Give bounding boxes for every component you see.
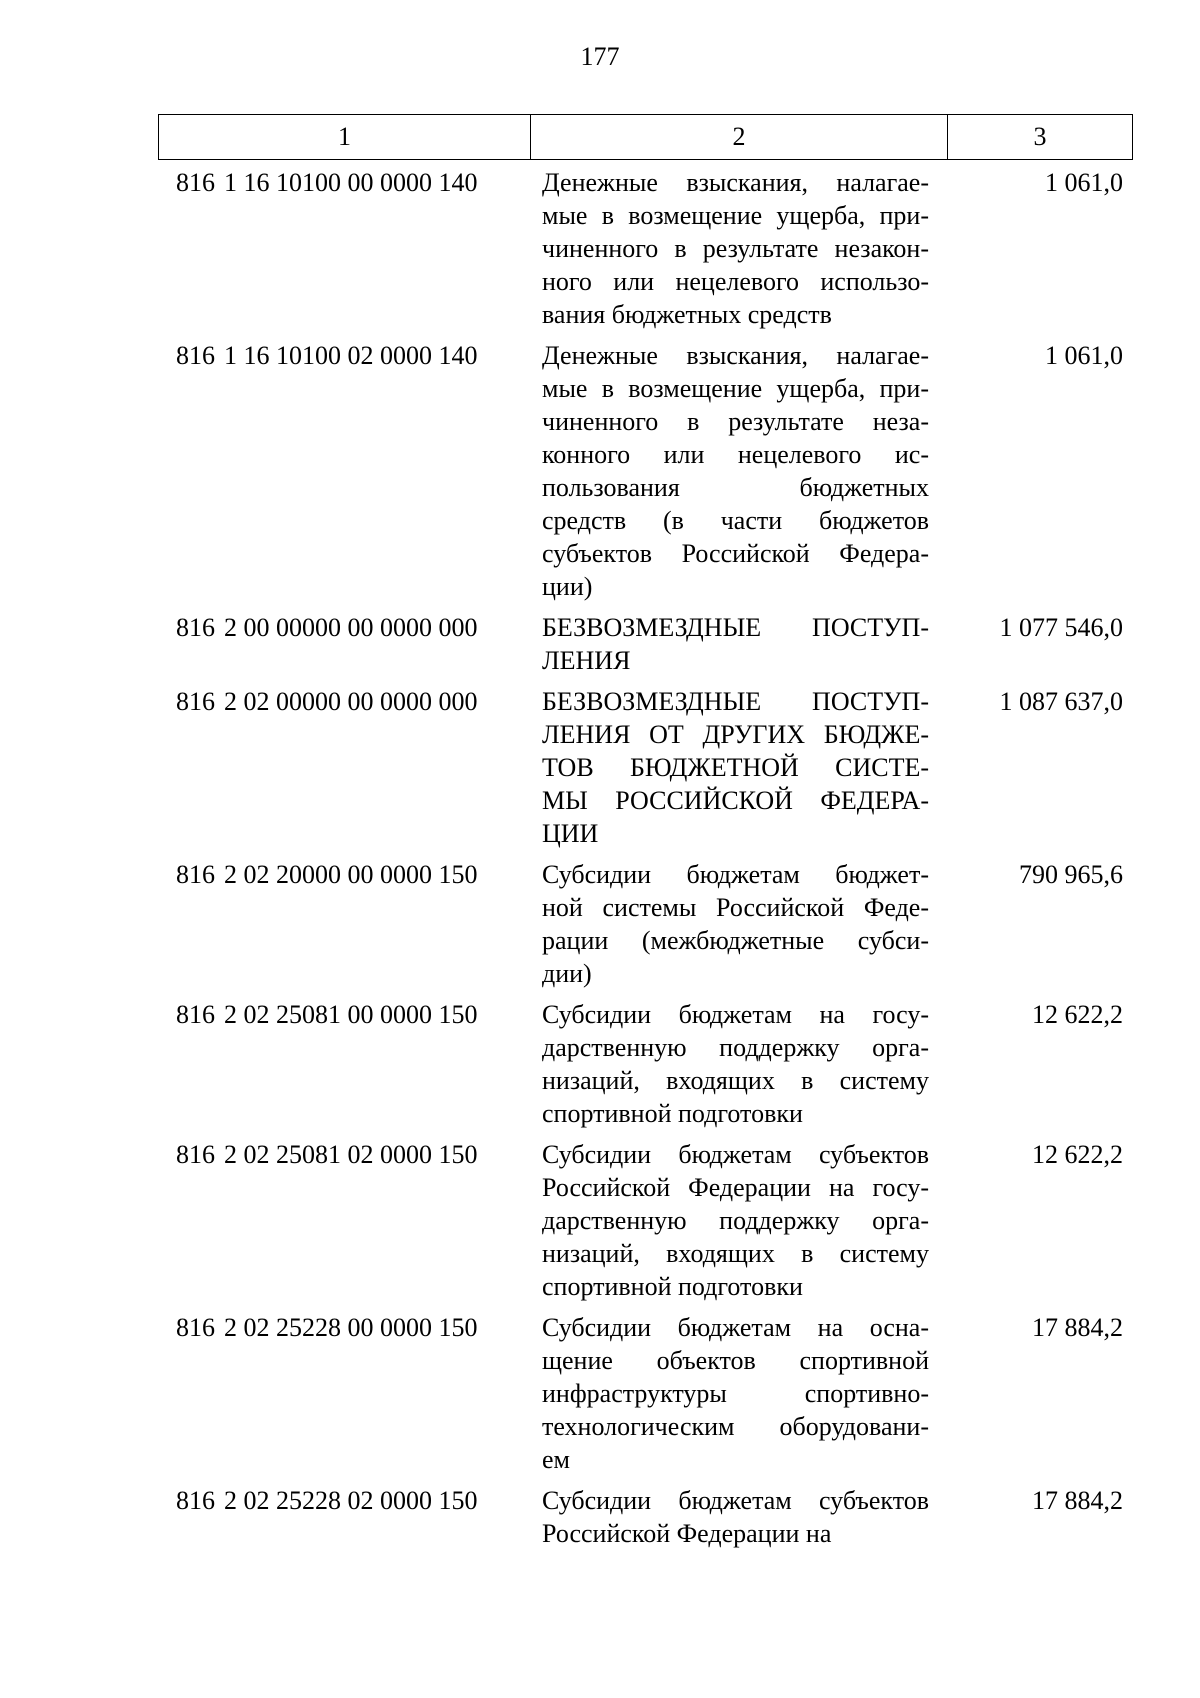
income-name-line: рации (межбюджетные субси-	[542, 926, 929, 955]
income-name-line: ной системы Российской Феде-	[542, 893, 929, 922]
budget-code-cell: 2 02 00000 00 0000 000	[224, 687, 478, 716]
income-name-line: инфраструктуры спортивно-	[542, 1379, 929, 1408]
admin-code-cell: 816	[176, 613, 215, 642]
amount-cell: 12 622,2	[1032, 1140, 1123, 1169]
admin-code-cell: 816	[176, 341, 215, 370]
budget-code-cell: 2 00 00000 00 0000 000	[224, 613, 478, 642]
admin-code-cell: 816	[176, 687, 215, 716]
income-name-line: чиненного в результате неза-	[542, 407, 929, 436]
budget-code-cell: 1 16 10100 02 0000 140	[224, 341, 478, 370]
admin-code-cell: 816	[176, 1000, 215, 1029]
income-name-line: ЛЕНИЯ ОТ ДРУГИХ БЮДЖЕ-	[542, 720, 929, 749]
table-row	[158, 685, 1133, 850]
income-name-line: Российской Федерации на госу-	[542, 1173, 929, 1202]
table-row	[158, 339, 1133, 603]
income-name-line: щение объектов спортивной	[542, 1346, 929, 1375]
income-name-line: технологическим оборудовани-	[542, 1412, 929, 1441]
income-name-line: ЦИИ	[542, 819, 599, 848]
income-name-line: Субсидии бюджетам на госу-	[542, 1000, 929, 1029]
income-name-line: ции)	[542, 572, 593, 601]
header-col-1: 1	[159, 115, 531, 159]
table-row	[158, 858, 1133, 990]
amount-cell: 17 884,2	[1032, 1313, 1123, 1342]
admin-code-cell: 816	[176, 1486, 215, 1515]
income-name-line: низаций, входящих в систему	[542, 1239, 929, 1268]
income-name-line: Субсидии бюджетам на осна-	[542, 1313, 929, 1342]
income-name-cell	[530, 1484, 929, 1550]
income-name-line: Денежные взыскания, налагае-	[542, 168, 929, 197]
table-row	[158, 611, 1133, 677]
amount-cell: 17 884,2	[1032, 1486, 1123, 1515]
amount-cell: 1 077 546,0	[999, 613, 1123, 642]
admin-code-cell: 816	[176, 1140, 215, 1169]
budget-code-cell: 2 02 20000 00 0000 150	[224, 860, 478, 889]
amount-cell: 1 061,0	[1045, 341, 1123, 370]
income-name-line: мые в возмещение ущерба, при-	[542, 374, 929, 403]
income-name-line: низаций, входящих в систему	[542, 1066, 929, 1095]
amount-cell: 12 622,2	[1032, 1000, 1123, 1029]
budget-code-cell: 2 02 25228 02 0000 150	[224, 1486, 478, 1515]
budget-code-cell: 2 02 25081 02 0000 150	[224, 1140, 478, 1169]
income-name-cell	[530, 611, 929, 677]
admin-code-cell: 816	[176, 1313, 215, 1342]
table-row	[158, 1484, 1133, 1550]
income-name-line: БЕЗВОЗМЕЗДНЫЕ ПОСТУП-	[542, 613, 929, 642]
income-name-line: Субсидии бюджетам субъектов	[542, 1486, 929, 1515]
income-name-cell	[530, 339, 929, 603]
table-header	[158, 114, 1133, 160]
admin-code-cell: 816	[176, 860, 215, 889]
table-body	[158, 166, 1133, 1558]
page-number: 177	[580, 42, 620, 71]
income-name-cell	[530, 1138, 929, 1303]
amount-cell: 1 061,0	[1045, 168, 1123, 197]
income-name-line: дии)	[542, 959, 592, 988]
income-name-line: БЕЗВОЗМЕЗДНЫЕ ПОСТУП-	[542, 687, 929, 716]
income-name-line: ем	[542, 1445, 570, 1474]
budget-code-cell: 2 02 25081 00 0000 150	[224, 1000, 478, 1029]
income-name-line: средств (в части бюджетов	[542, 506, 929, 535]
income-name-line: мые в возмещение ущерба, при-	[542, 201, 929, 230]
income-name-line: спортивной подготовки	[542, 1099, 803, 1128]
income-name-line: ЛЕНИЯ	[542, 646, 631, 675]
income-name-line: Российской Федерации на	[542, 1519, 832, 1548]
table-row	[158, 998, 1133, 1130]
income-name-line: чиненного в результате незакон-	[542, 234, 929, 263]
admin-code-cell: 816	[176, 168, 215, 197]
table-row	[158, 1138, 1133, 1303]
income-name-line: ТОВ БЮДЖЕТНОЙ СИСТЕ-	[542, 753, 929, 782]
income-name-line: Субсидии бюджетам бюджет-	[542, 860, 929, 889]
income-name-line: ного или нецелевого использо-	[542, 267, 929, 296]
income-name-cell	[530, 166, 929, 331]
header-col-3: 3	[1033, 122, 1047, 151]
budget-code-cell: 2 02 25228 00 0000 150	[224, 1313, 478, 1342]
budget-code-cell: 1 16 10100 00 0000 140	[224, 168, 478, 197]
income-name-cell	[530, 1311, 929, 1476]
income-name-cell	[530, 998, 929, 1130]
income-name-line: дарственную поддержку орга-	[542, 1206, 929, 1235]
table-row	[158, 166, 1133, 331]
amount-cell: 790 965,6	[1019, 860, 1123, 889]
income-name-line: Субсидии бюджетам субъектов	[542, 1140, 929, 1169]
income-name-line: конного или нецелевого ис-	[542, 440, 929, 469]
income-name-cell	[530, 858, 929, 990]
income-name-line: пользования бюджетных	[542, 473, 929, 502]
income-name-line: Денежные взыскания, налагае-	[542, 341, 929, 370]
income-name-line: спортивной подготовки	[542, 1272, 803, 1301]
header-col-2: 2	[531, 115, 948, 159]
income-name-line: вания бюджетных средств	[542, 300, 832, 329]
amount-cell: 1 087 637,0	[999, 687, 1123, 716]
income-name-cell	[530, 685, 929, 850]
income-name-line: субъектов Российской Федера-	[542, 539, 929, 568]
table-row	[158, 1311, 1133, 1476]
income-name-line: дарственную поддержку орга-	[542, 1033, 929, 1062]
income-name-line: МЫ РОССИЙСКОЙ ФЕДЕРА-	[542, 786, 929, 815]
